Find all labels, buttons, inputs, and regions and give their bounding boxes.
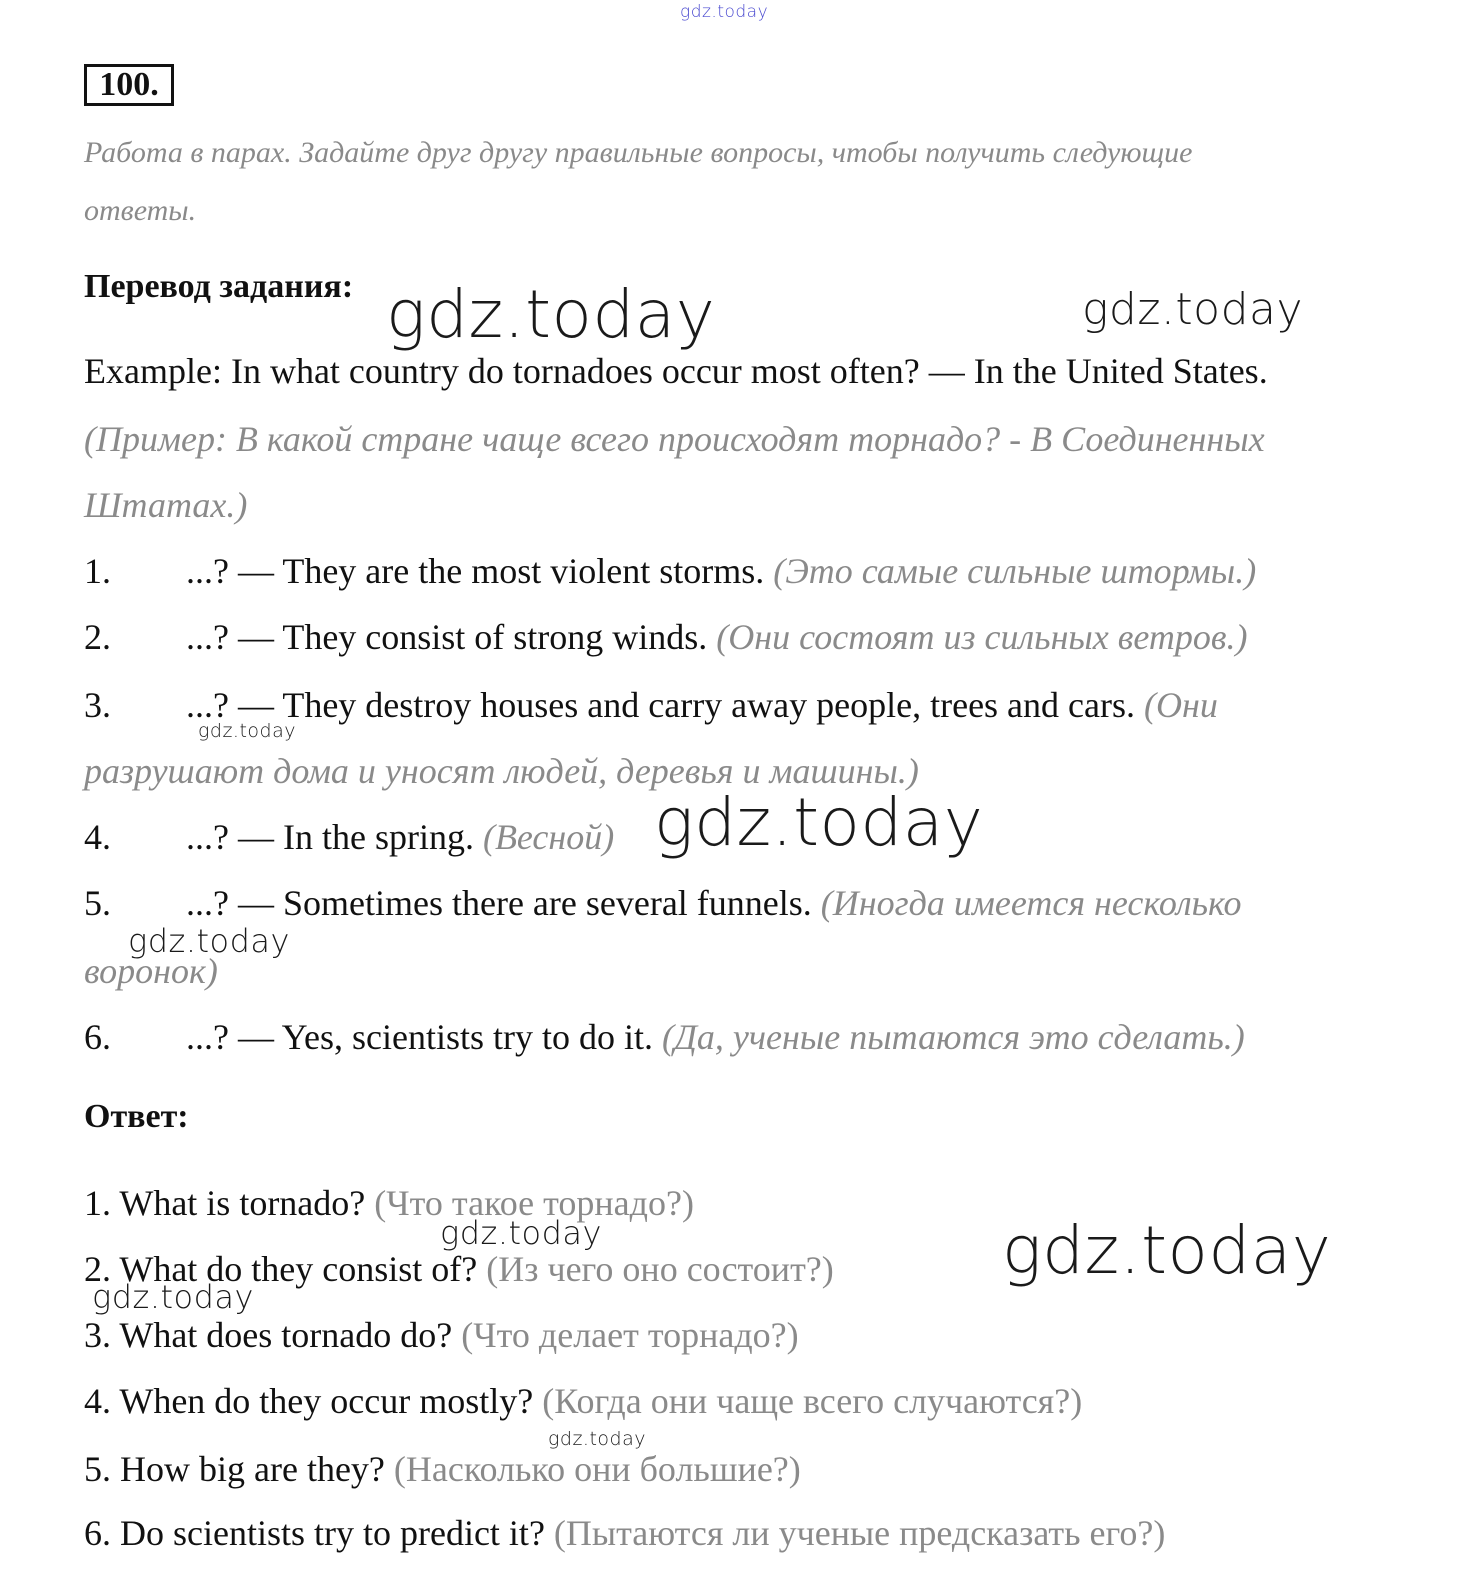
answer-heading: Ответ: — [84, 1098, 189, 1135]
item-4-en: ...? — In the spring. — [186, 817, 474, 857]
instruction-line-2: ответы. — [84, 194, 197, 227]
answer-2-ru: (Из чего оно состоит?) — [486, 1249, 834, 1289]
watermark-medium-3: gdz.today — [440, 1214, 602, 1252]
item-3-en: ...? — They destroy houses and carry away people, trees and cars. — [186, 685, 1135, 725]
item-5-ru-line-1: (Иногда имеется несколько — [820, 883, 1242, 923]
item-6-text — [186, 1016, 1245, 1058]
item-5-en: ...? — Sometimes there are several funnels. — [186, 883, 812, 923]
example-ru-line-2: Штатах.) — [84, 485, 248, 525]
answer-4-en: 4. When do they occur mostly? — [84, 1381, 534, 1421]
item-2-ru: (Они состоят из сильных ветров.) — [716, 617, 1248, 657]
answer-5-en: 5. How big are they? — [84, 1449, 385, 1489]
watermark-small-2: gdz.today — [548, 1428, 646, 1450]
answer-4 — [84, 1380, 1082, 1422]
item-5-ru-line-2: воронок) — [84, 951, 218, 991]
answer-1-en: 1. What is tornado? — [84, 1183, 366, 1223]
watermark-medium-2: gdz.today — [128, 922, 290, 960]
answer-2-en: 2. What do they consist of? — [84, 1249, 478, 1289]
item-2-number: 2. — [84, 617, 111, 657]
item-2-en: ...? — They consist of strong winds. — [186, 617, 708, 657]
watermark-large-2: gdz.today — [654, 784, 984, 861]
watermark-medium-1: gdz.today — [1082, 284, 1304, 335]
item-4-number: 4. — [84, 817, 111, 857]
answer-5 — [84, 1448, 801, 1490]
example-ru-line-1: (Пример: В какой стране чаще всего происходят торнадо? - В Соединенных — [84, 419, 1265, 459]
answer-4-ru: (Когда они чаще всего случаются?) — [542, 1381, 1083, 1421]
answer-6 — [84, 1512, 1165, 1554]
answer-3 — [84, 1314, 799, 1356]
item-3-number: 3. — [84, 685, 111, 725]
item-4-text — [186, 816, 614, 858]
item-6-ru: (Да, ученые пытаются это сделать.) — [662, 1017, 1245, 1057]
watermark-medium-4: gdz.today — [92, 1278, 254, 1316]
item-3-text — [186, 684, 1218, 726]
watermark-top: gdz.today — [680, 2, 769, 22]
item-5-text — [186, 882, 1242, 924]
item-6-en: ...? — Yes, scientists try to do it. — [186, 1017, 654, 1057]
answer-3-en: 3. What does tornado do? — [84, 1315, 453, 1355]
answer-5-ru: (Насколько они большие?) — [393, 1449, 801, 1489]
answer-3-ru: (Что делает торнадо?) — [461, 1315, 799, 1355]
item-4-ru: (Весной) — [482, 817, 615, 857]
item-1-ru: (Это самые сильные штормы.) — [773, 551, 1257, 591]
example-en: Example: In what country do tornadoes occur most often? — In the United States. — [84, 351, 1268, 391]
translation-heading: Перевод задания: — [84, 268, 354, 305]
item-1-en: ...? — They are the most violent storms. — [186, 551, 765, 591]
answer-1-ru: (Что такое торнадо?) — [374, 1183, 694, 1223]
item-2-text — [186, 616, 1248, 658]
item-6-number: 6. — [84, 1017, 111, 1057]
answer-6-ru: (Пытаются ли ученые предсказать его?) — [553, 1513, 1166, 1553]
item-3-ru-line-1: (Они — [1144, 685, 1218, 725]
item-5-number: 5. — [84, 883, 111, 923]
instruction-line-1: Работа в парах. Задайте друг другу правильные вопросы, чтобы получить следующие — [84, 136, 1193, 169]
watermark-large-3: gdz.today — [1002, 1212, 1332, 1289]
watermark-large-1: gdz.today — [386, 276, 716, 353]
item-1-number: 1. — [84, 551, 111, 591]
item-1-text — [186, 550, 1256, 592]
watermark-small-1: gdz.today — [198, 720, 296, 742]
answer-1 — [84, 1182, 694, 1224]
item-3-ru-line-2: разрушают дома и уносят людей, деревья и машины.) — [84, 751, 919, 791]
answer-6-en: 6. Do scientists try to predict it? — [84, 1513, 545, 1553]
task-number: 100. — [84, 64, 174, 106]
